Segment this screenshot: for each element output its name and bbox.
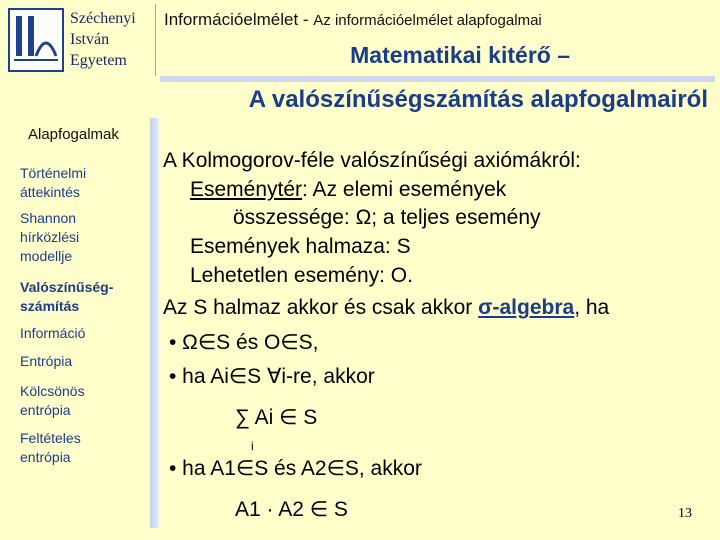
formula-sum-index: i	[251, 439, 254, 453]
content-line-6-b: , ha	[574, 296, 610, 319]
slide-title-line2: A valószínűségszámítás alapfogalmairól	[248, 86, 708, 113]
bullet-3: • ha A1∈S és A2∈S, akkor	[169, 457, 422, 480]
logo-line-3: Egyetem	[70, 52, 127, 69]
bullet-1: • Ω∈S és O∈S,	[169, 331, 319, 354]
content-line-3: összessége: Ω; a teljes esemény	[233, 206, 541, 229]
course-title-sub: Az információelmélet alapfogalmai	[313, 12, 542, 29]
content-line-6	[163, 293, 609, 322]
content-line-2	[190, 175, 506, 204]
logo-line-2: István	[70, 31, 110, 48]
sidebar-item-tortenelmi[interactable]: Történelmi áttekintés	[20, 165, 87, 200]
header-divider	[155, 4, 156, 76]
content-line-2-rest: : Az elemi események	[302, 178, 507, 201]
content-line-5: Lehetetlen esemény: O.	[190, 264, 413, 287]
logo-icon	[10, 10, 62, 70]
sidebar-item-kolcsonos[interactable]: Kölcsönös entrópia	[20, 383, 85, 418]
formula-product: A1 · A2 ∈ S	[235, 498, 348, 521]
page-number: 13	[678, 506, 692, 521]
course-title	[164, 10, 542, 30]
sigma-algebra-term: σ-algebra	[478, 296, 575, 319]
bullet-2: • ha Ai∈S ∀i-re, akkor	[169, 365, 375, 388]
sidebar-divider	[150, 118, 159, 528]
content-line-1: A Kolmogorov-féle valószínűségi axiómákról:	[163, 149, 581, 172]
sidebar-item-valoszinuseg[interactable]: Valószínűség-számítás	[20, 279, 114, 314]
course-title-main: Információelmélet -	[164, 10, 309, 29]
sidebar-item-entropia[interactable]: Entrópia	[20, 353, 73, 369]
content-line-4: Események halmaza: S	[190, 235, 411, 258]
sidebar-heading: Alapfogalmak	[28, 126, 119, 143]
formula-sum: ∑ Ai ∈ S	[235, 406, 318, 429]
slide-title-line1: Matematikai kitérő –	[350, 42, 570, 68]
university-name	[70, 8, 136, 71]
sidebar-item-felteteles[interactable]: Feltételes entrópia	[20, 430, 81, 465]
university-logo	[8, 8, 64, 72]
logo-line-1: Széchenyi	[70, 10, 136, 27]
sidebar-item-shannon[interactable]: Shannon hírközlési modellje	[20, 210, 80, 264]
content-line-6-a: Az S halmaz akkor és csak akkor	[163, 296, 479, 319]
esemenyter-term: Eseménytér	[190, 178, 303, 201]
sidebar-item-informacio[interactable]: Információ	[20, 325, 86, 341]
title-underline	[160, 76, 715, 82]
